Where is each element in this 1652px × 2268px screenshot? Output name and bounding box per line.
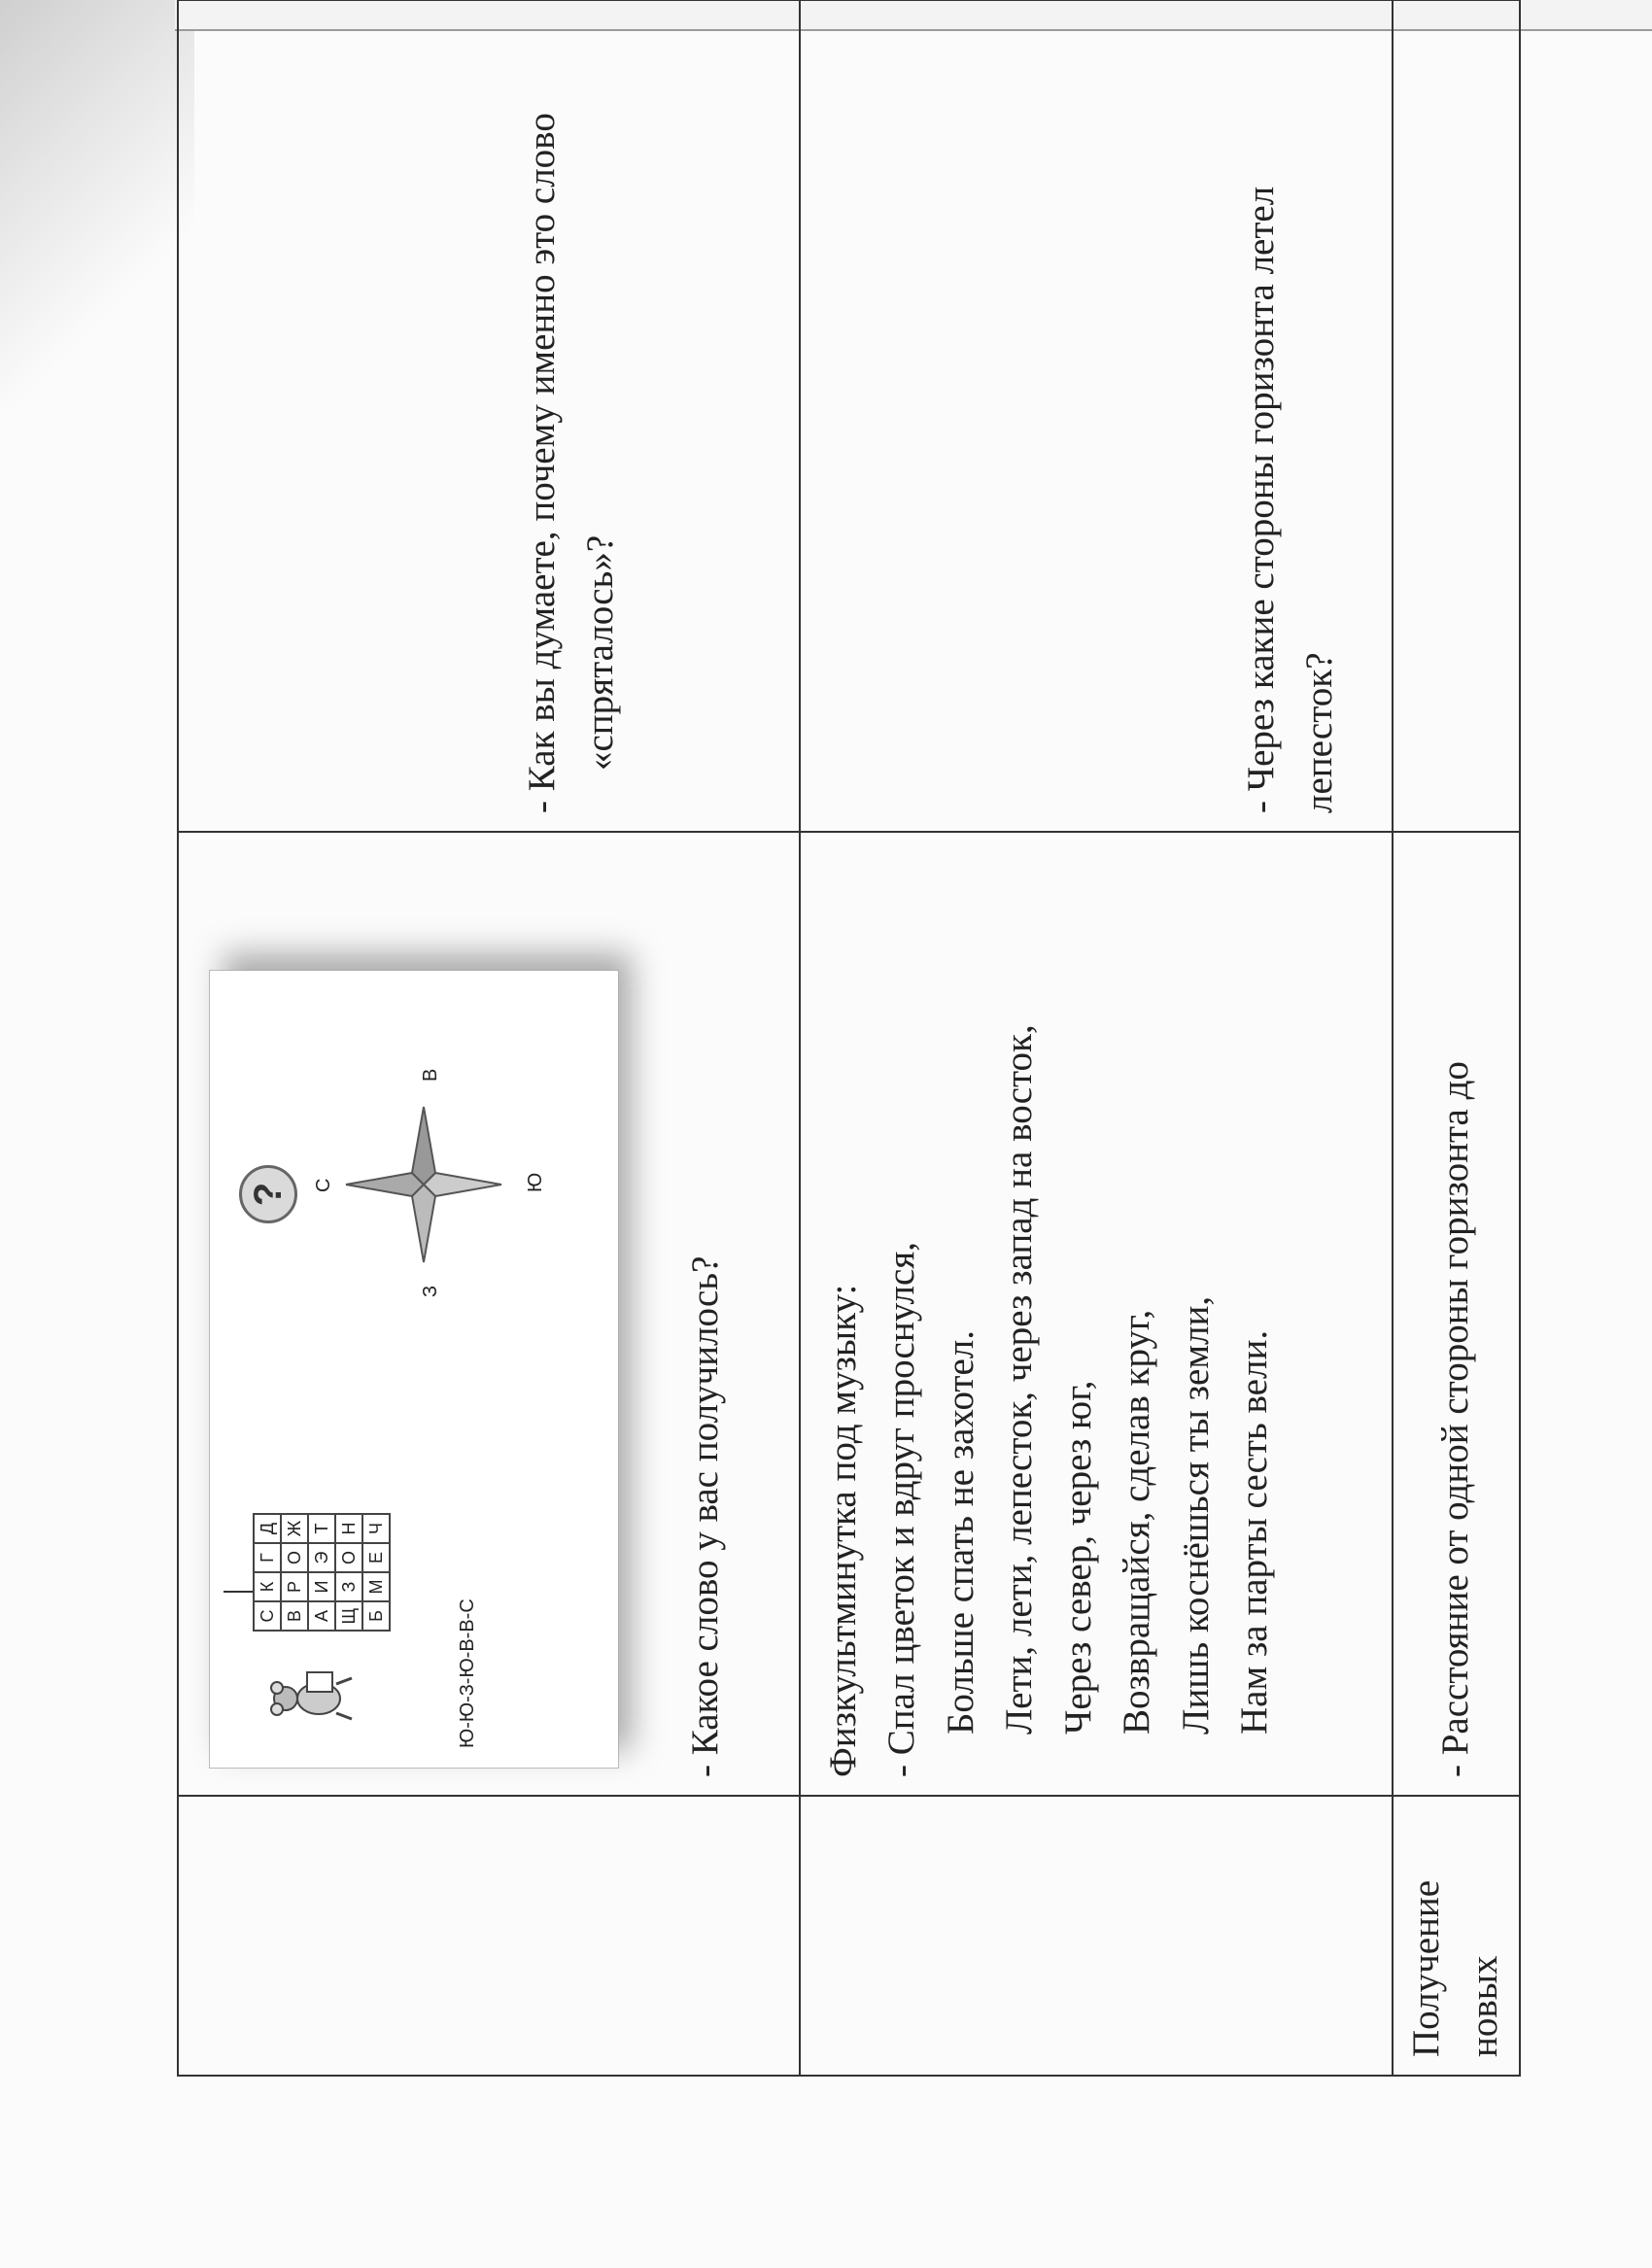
- exercise-cell: [800, 832, 1393, 1796]
- exercise-line: Физкультминутка под музыку:: [822, 1284, 864, 1777]
- why-hidden-question-line1: - Как вы думаете, почему именно это слово: [521, 113, 563, 813]
- letter-grid: [253, 1513, 391, 1632]
- petal-question-cell: [800, 0, 1393, 832]
- puzzle-question: - Какое слово у вас получилось?: [684, 1255, 726, 1777]
- table-row: [1393, 0, 1520, 2076]
- compass-west-label: З: [420, 1285, 441, 1297]
- letter-grid-cell: Б: [362, 1601, 390, 1631]
- letter-grid-cell: К: [254, 1572, 281, 1601]
- puzzle-code: Ю-Ю-З-Ю-В-В-С: [457, 1598, 478, 1748]
- document-page: [177, 112, 1506, 2077]
- letter-grid-cell: О: [335, 1543, 362, 1572]
- stage-name-cell: Получение новых: [1393, 1796, 1520, 2076]
- exercise-line: Лети, лети, лепесток, через запад на восток,: [998, 1024, 1041, 1735]
- empty-cell: [1393, 0, 1520, 832]
- why-hidden-question-line2: «спряталось»?: [579, 534, 622, 771]
- letter-grid-row: [254, 1514, 281, 1631]
- petal-question-line2: лепесток?: [1298, 652, 1341, 813]
- mouse-mascot-icon: [268, 1665, 356, 1733]
- letter-grid-cell: Э: [308, 1543, 335, 1572]
- scan-shadow: [0, 0, 194, 408]
- letter-grid-cell: Е: [362, 1543, 390, 1572]
- stage-cell: [800, 1796, 1393, 2076]
- letter-grid-cell: Н: [335, 1514, 362, 1543]
- letter-grid-cell: З: [335, 1572, 362, 1601]
- compass-north-label: С: [313, 1178, 334, 1192]
- stage-cell: [178, 1796, 800, 2076]
- exercise-line: Лишь коснёшься ты земли,: [1174, 1295, 1217, 1735]
- petal-question-line1: - Через какие стороны горизонта летел: [1240, 186, 1282, 813]
- letter-grid-cell: А: [308, 1601, 335, 1631]
- letter-grid-cell: С: [254, 1601, 281, 1631]
- letter-grid-cell: В: [281, 1601, 308, 1631]
- letter-grid-row: [281, 1514, 308, 1631]
- compass-star-icon: [327, 1087, 521, 1282]
- question-badge: ?: [239, 1165, 297, 1223]
- lesson-table-sheet: [177, 112, 1506, 2077]
- compass-east-label: В: [420, 1068, 441, 1082]
- exercise-line: Возвращайся, сделав круг,: [1116, 1309, 1158, 1735]
- letter-grid-cell: Д: [254, 1514, 281, 1543]
- compass-south-label: Ю: [525, 1172, 546, 1192]
- letter-grid-cell: Щ: [335, 1601, 362, 1631]
- letter-grid-cell: Т: [308, 1514, 335, 1543]
- puzzle-image: [210, 971, 618, 1768]
- letter-grid-cell: Ч: [362, 1514, 390, 1543]
- letter-grid-cell: Р: [281, 1572, 308, 1601]
- exercise-line: Через север, через юг,: [1056, 1380, 1099, 1735]
- teacher-activity-cell: [178, 832, 800, 1796]
- letter-grid-cell: М: [362, 1572, 390, 1601]
- letter-grid-cell: И: [308, 1572, 335, 1601]
- exercise-line: Нам за парты сесть вели.: [1233, 1329, 1276, 1735]
- letter-grid-cell: О: [281, 1543, 308, 1572]
- definition-cell: - Расстояние от одной стороны горизонта до: [1393, 832, 1520, 1796]
- exercise-line: - Спал цветок и вдруг проснулся,: [880, 1242, 923, 1777]
- letter-grid-cell: Ж: [281, 1514, 308, 1543]
- student-activity-cell: [178, 0, 800, 832]
- grid-marker: [224, 1591, 253, 1593]
- table-row: [178, 0, 800, 2076]
- table-row: [800, 0, 1393, 2076]
- letter-grid-row: [308, 1514, 335, 1631]
- lesson-table: [177, 0, 1521, 2077]
- letter-grid-row: [362, 1514, 390, 1631]
- exercise-line: Больше спать не захотел.: [939, 1330, 981, 1735]
- letter-grid-row: [335, 1514, 362, 1631]
- letter-grid-cell: Г: [254, 1543, 281, 1572]
